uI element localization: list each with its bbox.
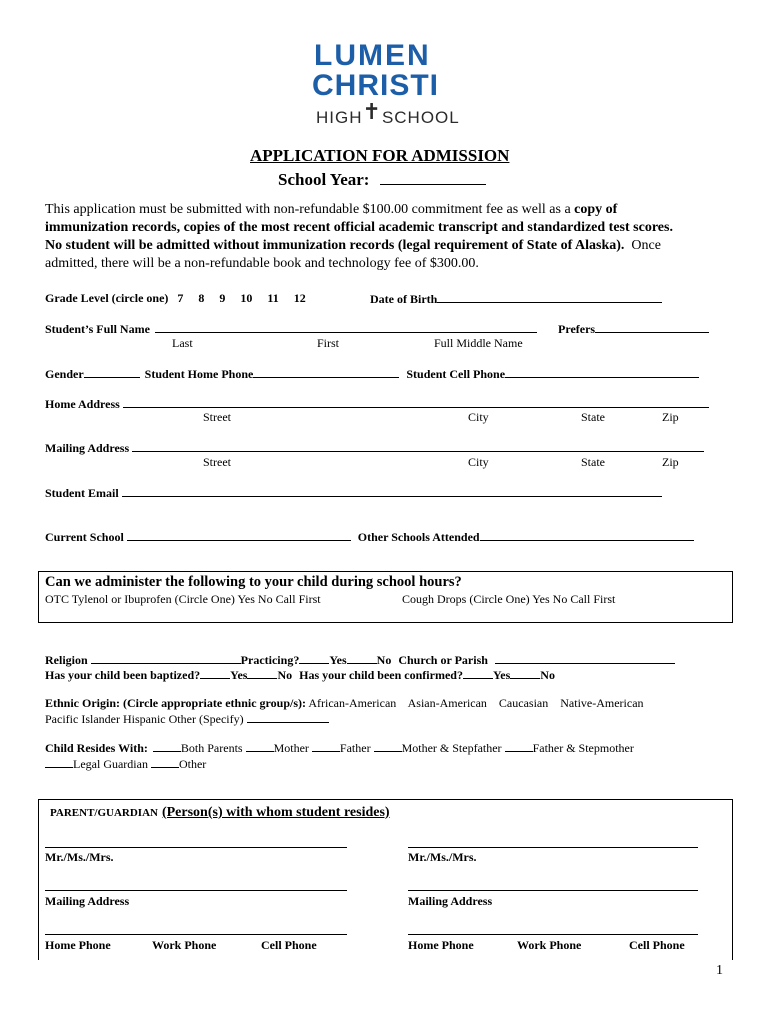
current-school-label: Current School xyxy=(45,530,124,544)
parent2-name-line[interactable] xyxy=(408,847,698,848)
grade-level-label: Grade Level (circle one) xyxy=(45,291,169,305)
resides-line-1 xyxy=(45,740,634,756)
resides-field[interactable] xyxy=(312,740,340,752)
home-addr-city: City xyxy=(468,410,489,424)
school-year-label: School Year: xyxy=(278,170,370,189)
mail-addr-city: City xyxy=(468,455,489,469)
email-group xyxy=(45,485,662,501)
parent2-cell-phone: Cell Phone xyxy=(629,938,685,952)
ethnic-line-2 xyxy=(45,711,329,727)
resides-option: Other xyxy=(178,757,207,771)
full-name-field[interactable] xyxy=(155,321,537,333)
resides-label: Child Resides With: xyxy=(45,741,148,755)
religion-field[interactable] xyxy=(91,652,241,664)
home-address-field[interactable] xyxy=(123,396,709,408)
resides-field[interactable] xyxy=(374,740,402,752)
parent-box xyxy=(38,799,733,960)
baptized-yes-field[interactable] xyxy=(200,667,230,679)
school-year xyxy=(278,170,486,190)
religion-line-1 xyxy=(45,652,675,668)
logo-line-highschool xyxy=(316,99,460,128)
parent1-home-phone: Home Phone xyxy=(45,938,111,952)
home-phone-label: Student Home Phone xyxy=(144,367,254,381)
home-addr-street: Street xyxy=(203,410,231,424)
church-field[interactable] xyxy=(495,652,675,664)
page-title: APPLICATION FOR ADMISSION xyxy=(250,146,510,165)
ethnic-label: Ethnic Origin: (Circle appropriate ethnic group/s): xyxy=(45,696,306,710)
name-sub-first: First xyxy=(317,336,340,350)
logo-line-lumen: LUMEN xyxy=(314,39,431,72)
confirmed-label: Has your child been confirmed? xyxy=(299,668,463,682)
parent2-phone-line[interactable] xyxy=(408,934,698,935)
resides-field[interactable] xyxy=(153,740,181,752)
cell-phone-label: Student Cell Phone xyxy=(406,367,506,381)
logo-line-christi: CHRISTI xyxy=(312,69,439,102)
practicing-yes: Yes xyxy=(329,653,347,667)
practicing-no-field[interactable] xyxy=(347,652,377,664)
baptized-label: Has your child been baptized? xyxy=(45,668,201,682)
ethnic-other-field[interactable] xyxy=(247,711,329,723)
parent1-phone-line[interactable] xyxy=(45,934,347,935)
parent1-cell-phone: Cell Phone xyxy=(261,938,317,952)
intro-line-2: immunization records, copies of the most recent official academic transcript and standardized test scores. xyxy=(45,220,673,235)
prefers-label: Prefers xyxy=(558,322,596,336)
logo-high: HIGH xyxy=(316,108,363,127)
page-number: 1 xyxy=(716,963,723,978)
home-address-group xyxy=(45,396,709,412)
schools-group xyxy=(45,529,694,545)
home-address-label: Home Address xyxy=(45,397,120,411)
confirmed-yes: Yes xyxy=(492,668,511,682)
religion-line-2 xyxy=(45,667,555,683)
gender-label: Gender xyxy=(45,367,84,381)
home-addr-state: State xyxy=(581,410,605,424)
parent2-mailing-label: Mailing Address xyxy=(408,894,493,908)
resides-field[interactable] xyxy=(45,756,73,768)
grade-option[interactable]: 10 xyxy=(240,291,253,305)
ethnic-line-1 xyxy=(45,696,644,711)
intro-text-1b: copy of xyxy=(574,202,618,217)
parent1-name-line[interactable] xyxy=(45,847,347,848)
confirmed-no-field[interactable] xyxy=(510,667,540,679)
resides-option: Father & Stepmother xyxy=(532,741,634,755)
meds-cough[interactable]: Cough Drops (Circle One) Yes No Call First xyxy=(402,592,616,606)
school-year-field[interactable] xyxy=(380,170,486,185)
intro-line-3 xyxy=(45,238,661,254)
parent1-mailing-label: Mailing Address xyxy=(45,894,130,908)
prefers-group xyxy=(558,321,709,337)
parent2-name-label: Mr./Ms./Mrs. xyxy=(408,850,477,864)
confirmed-yes-field[interactable] xyxy=(463,667,493,679)
practicing-label: Practicing? xyxy=(240,653,300,667)
parent2-work-phone: Work Phone xyxy=(517,938,582,952)
current-school-field[interactable] xyxy=(127,529,351,541)
mailing-address-label: Mailing Address xyxy=(45,441,130,455)
confirmed-no: No xyxy=(540,668,555,682)
parent1-name-label: Mr./Ms./Mrs. xyxy=(45,850,114,864)
logo-school: SCHOOL xyxy=(381,108,460,127)
gender-field[interactable] xyxy=(84,366,140,378)
resides-option: Mother & Stepfather xyxy=(401,741,502,755)
mail-addr-state: State xyxy=(581,455,605,469)
resides-field[interactable] xyxy=(151,756,179,768)
cross-icon: ✝ xyxy=(362,99,382,124)
grade-option[interactable]: 9 xyxy=(219,291,226,305)
grade-level xyxy=(45,291,306,306)
cell-phone-field[interactable] xyxy=(505,366,699,378)
ethnic-groups-2[interactable]: Pacific Islander Hispanic Other (Specify) xyxy=(45,712,244,726)
dob-label: Date of Birth xyxy=(370,292,438,306)
resides-option: Father xyxy=(339,741,371,755)
grade-option[interactable]: 12 xyxy=(293,291,306,305)
practicing-yes-field[interactable] xyxy=(299,652,329,664)
other-schools-field[interactable] xyxy=(480,529,694,541)
home-addr-zip: Zip xyxy=(662,410,679,424)
parent1-work-phone: Work Phone xyxy=(152,938,217,952)
intro-line-1 xyxy=(45,202,617,218)
grade-option[interactable]: 7 xyxy=(177,291,184,305)
name-sub-last: Last xyxy=(172,336,193,350)
baptized-no: No xyxy=(277,668,293,682)
email-label: Student Email xyxy=(45,486,119,500)
parent1-mailing-line[interactable] xyxy=(45,890,347,891)
parent-heading-small: PARENT/GUARDIAN xyxy=(50,807,158,819)
grade-option[interactable]: 8 xyxy=(198,291,205,305)
other-schools-label: Other Schools Attended xyxy=(357,530,480,544)
meds-question: Can we administer the following to your child during school hours? xyxy=(45,574,462,590)
baptized-no-field[interactable] xyxy=(247,667,277,679)
mail-addr-street: Street xyxy=(203,455,231,469)
meds-otc[interactable]: OTC Tylenol or Ibuprofen (Circle One) Yes No Call First xyxy=(45,592,321,606)
resides-field[interactable] xyxy=(505,740,533,752)
dob-field[interactable] xyxy=(437,291,662,303)
name-sub-middle: Full Middle Name xyxy=(434,336,523,350)
parent2-home-phone: Home Phone xyxy=(408,938,474,952)
school-logo xyxy=(300,40,470,135)
mail-addr-zip: Zip xyxy=(662,455,679,469)
intro-text-3: Once xyxy=(624,238,661,253)
full-name-label: Student’s Full Name xyxy=(45,322,150,336)
prefers-field[interactable] xyxy=(595,321,709,333)
intro-text-1: This application must be submitted with non-refundable $100.00 commitment fee as well as a xyxy=(45,202,575,217)
home-phone-field[interactable] xyxy=(253,366,399,378)
intro-line-4: admitted, there will be a non-refundable book and technology fee of $300.00. xyxy=(45,256,479,271)
resides-field[interactable] xyxy=(246,740,274,752)
dob-group xyxy=(370,291,662,307)
resides-line-2 xyxy=(45,756,206,772)
parent2-mailing-line[interactable] xyxy=(408,890,698,891)
baptized-yes: Yes xyxy=(230,668,248,682)
gender-group xyxy=(45,366,699,382)
resides-option: Both Parents xyxy=(180,741,243,755)
religion-label: Religion xyxy=(45,653,88,667)
grade-option[interactable]: 11 xyxy=(267,291,279,305)
email-field[interactable] xyxy=(122,485,662,497)
mailing-address-field[interactable] xyxy=(132,440,704,452)
mailing-address-group xyxy=(45,440,704,456)
intro-text-3b: No student will be admitted without immunization records (legal requirement of State of Alaska). xyxy=(45,238,625,253)
resides-option: Legal Guardian xyxy=(73,757,148,771)
parent-heading-big: (Person(s) with whom student resides) xyxy=(161,805,390,820)
full-name-group xyxy=(45,321,537,337)
ethnic-groups-1[interactable]: African-American Asian-American Caucasian Native-American xyxy=(308,696,644,710)
parent-heading xyxy=(50,803,390,821)
practicing-no: No xyxy=(376,653,392,667)
resides-option: Mother xyxy=(273,741,309,755)
church-label: Church or Parish xyxy=(398,653,488,667)
